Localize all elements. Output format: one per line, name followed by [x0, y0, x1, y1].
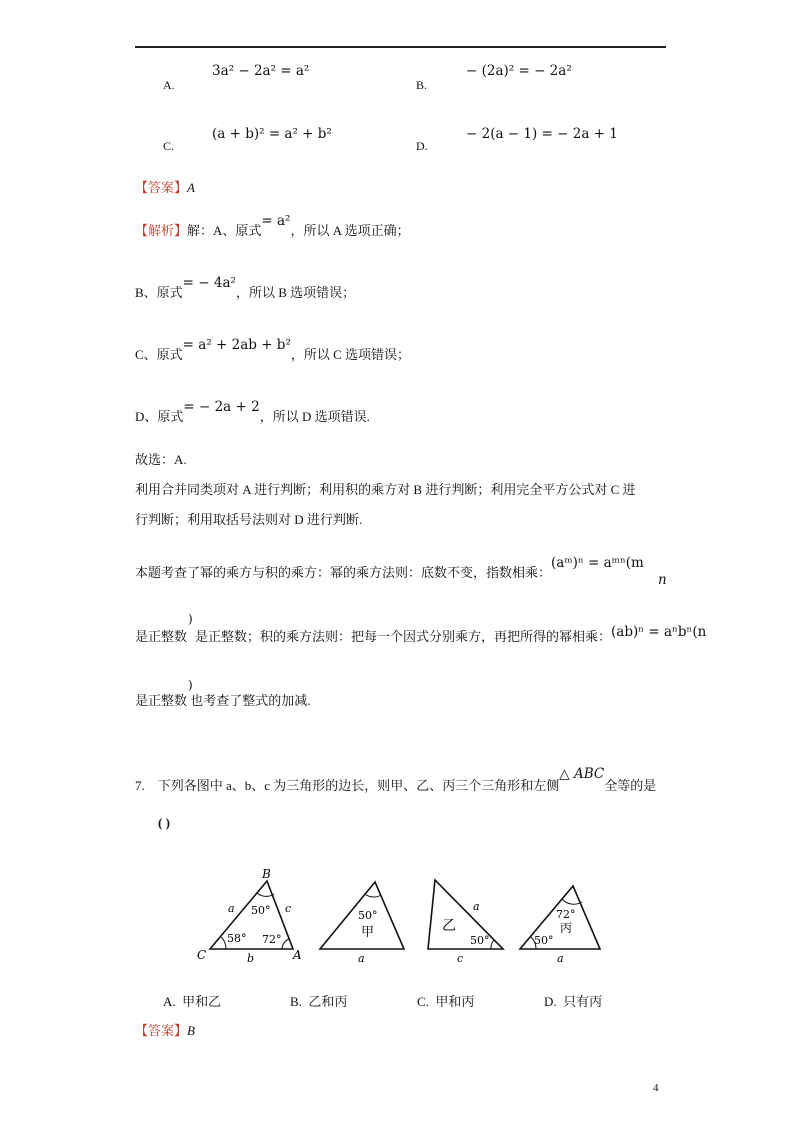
label-vertex-a: A [293, 948, 302, 962]
review-2-paren: ) [188, 612, 193, 626]
q7-stem-math: △ ABC [559, 766, 605, 782]
choice-d[interactable] [544, 991, 602, 1010]
choice-c-text: 甲和丙 [435, 994, 475, 1009]
q7-blank: ( ) [158, 815, 170, 830]
option-c-letter: C. [163, 139, 175, 153]
answer-tag: 【答案】 [135, 180, 188, 195]
analysis-4-pre: D、原式 [135, 409, 184, 424]
label-vertex-b: B [262, 867, 271, 881]
analysis-2-pre: B、原式 [135, 285, 183, 300]
q7-stem-end: 全等的是 [604, 778, 657, 793]
yi-name: 乙 [442, 918, 456, 934]
label-side-b: b [247, 952, 255, 965]
review-line-3: 是正整数 也考查了整式的加减. [135, 693, 311, 708]
jia-side-label: a [358, 952, 365, 965]
jia-name: 甲 [361, 925, 375, 940]
option-b-letter: B. [416, 78, 428, 92]
analysis-4-math: = − 2a + 2 [183, 399, 260, 415]
angle-c-label: 58° [227, 932, 247, 945]
bing-side-label: a [557, 952, 564, 965]
option-a-letter: A. [163, 78, 175, 92]
bing-angle-left-label: 50° [534, 934, 554, 947]
label-side-a: a [228, 902, 235, 915]
bing-name: 丙 [560, 921, 573, 935]
q6-answer [135, 177, 195, 196]
choice-a-letter: A. [163, 994, 176, 1009]
yi-side-a-label: a [473, 900, 480, 913]
triangle-abc [197, 867, 302, 965]
choice-b-text: 乙和丙 [308, 994, 348, 1009]
review-3-paren: ) [188, 678, 193, 692]
analysis-line-4 [135, 399, 370, 425]
q7-stem-text: 下列各图中 a、b、c 为三角形的边长，则甲、乙、丙三个三角形和左侧 [157, 778, 560, 793]
analysis-tag: 【解析】 [135, 223, 188, 238]
choice-a[interactable] [163, 991, 221, 1010]
method-line-2: 行判断；利用取括号法则对 D 进行判断. [135, 512, 363, 527]
review-2-math: (ab)ⁿ = aⁿbⁿ(n [611, 624, 707, 640]
q7-number: 7. [135, 778, 145, 793]
triangle-jia [320, 882, 404, 965]
review-line-2 [135, 626, 706, 645]
label-side-c: c [285, 902, 292, 915]
triangles-figure [190, 862, 620, 967]
choice-d-letter: D. [544, 994, 557, 1009]
analysis-2-post: ，所以 B 选项错误； [235, 285, 356, 300]
analysis-3-post: ，所以 C 选项错误； [290, 347, 411, 362]
yi-side-c-label: c [457, 952, 464, 965]
review-1-math: (aᵐ)ⁿ = aᵐⁿ(m [551, 555, 644, 571]
q7-answer [135, 1020, 195, 1039]
review-line-1 [135, 555, 644, 581]
triangle-yi [428, 880, 503, 965]
choice-a-text: 甲和乙 [182, 994, 222, 1009]
label-vertex-c: C [197, 948, 207, 962]
analysis-1-math: = a² [261, 213, 291, 229]
analysis-3-pre: C、原式 [135, 347, 183, 362]
choice-b-letter: B. [290, 994, 302, 1009]
review-1-sub: n [658, 572, 667, 588]
analysis-1-pre: 解：A、原式 [187, 223, 262, 238]
angle-a-label: 72° [262, 933, 282, 946]
analysis-line-3 [135, 337, 411, 363]
conclusion: 故选：A. [135, 452, 187, 467]
choice-c[interactable] [417, 991, 474, 1010]
q7-stem [135, 766, 657, 794]
analysis-line-2 [135, 275, 356, 301]
angle-b-label: 50° [251, 904, 271, 917]
option-a-expr: 3a² − 2a² = a² [212, 63, 310, 79]
analysis-3-math: = a² + 2ab + b² [182, 337, 291, 353]
review-2-text: 是正整数；积的乘方法则：把每一个因式分别乘方，再把所得的幂相乘： [195, 629, 612, 644]
choice-c-letter: C. [417, 994, 429, 1009]
choice-b[interactable] [290, 991, 347, 1010]
jia-angle-label: 50° [358, 909, 378, 922]
choice-d-text: 只有丙 [563, 994, 603, 1009]
option-b-expr: − (2a)² = − 2a² [466, 63, 572, 79]
header-rule [135, 46, 666, 48]
q7-answer-value: B [187, 1023, 195, 1038]
analysis-line-1 [135, 213, 410, 239]
analysis-1-post: ，所以 A 选项正确； [290, 223, 410, 238]
analysis-4-post: ，所以 D 选项错误. [259, 409, 370, 424]
q7-answer-tag: 【答案】 [135, 1023, 188, 1038]
analysis-2-math: = − 4a² [182, 275, 236, 291]
yi-angle-label: 50° [470, 934, 490, 947]
option-d-expr: − 2(a − 1) = − 2a + 1 [466, 126, 618, 142]
method-line-1: 利用合并同类项对 A 进行判断；利用积的乘方对 B 进行判断；利用完全平方公式对 C 进 [135, 482, 636, 497]
review-2-prefix: 是正整数 [135, 629, 188, 644]
triangle-bing [520, 886, 600, 965]
page-number: 4 [653, 1082, 659, 1094]
bing-angle-top-label: 72° [556, 908, 576, 921]
option-d-letter: D. [416, 139, 428, 153]
review-1-text: 本题考查了幂的乘方与积的乘方：幂的乘方法则：底数不变，指数相乘： [135, 565, 552, 580]
option-c-expr: (a + b)² = a² + b² [212, 126, 332, 142]
answer-value: A [187, 180, 195, 195]
